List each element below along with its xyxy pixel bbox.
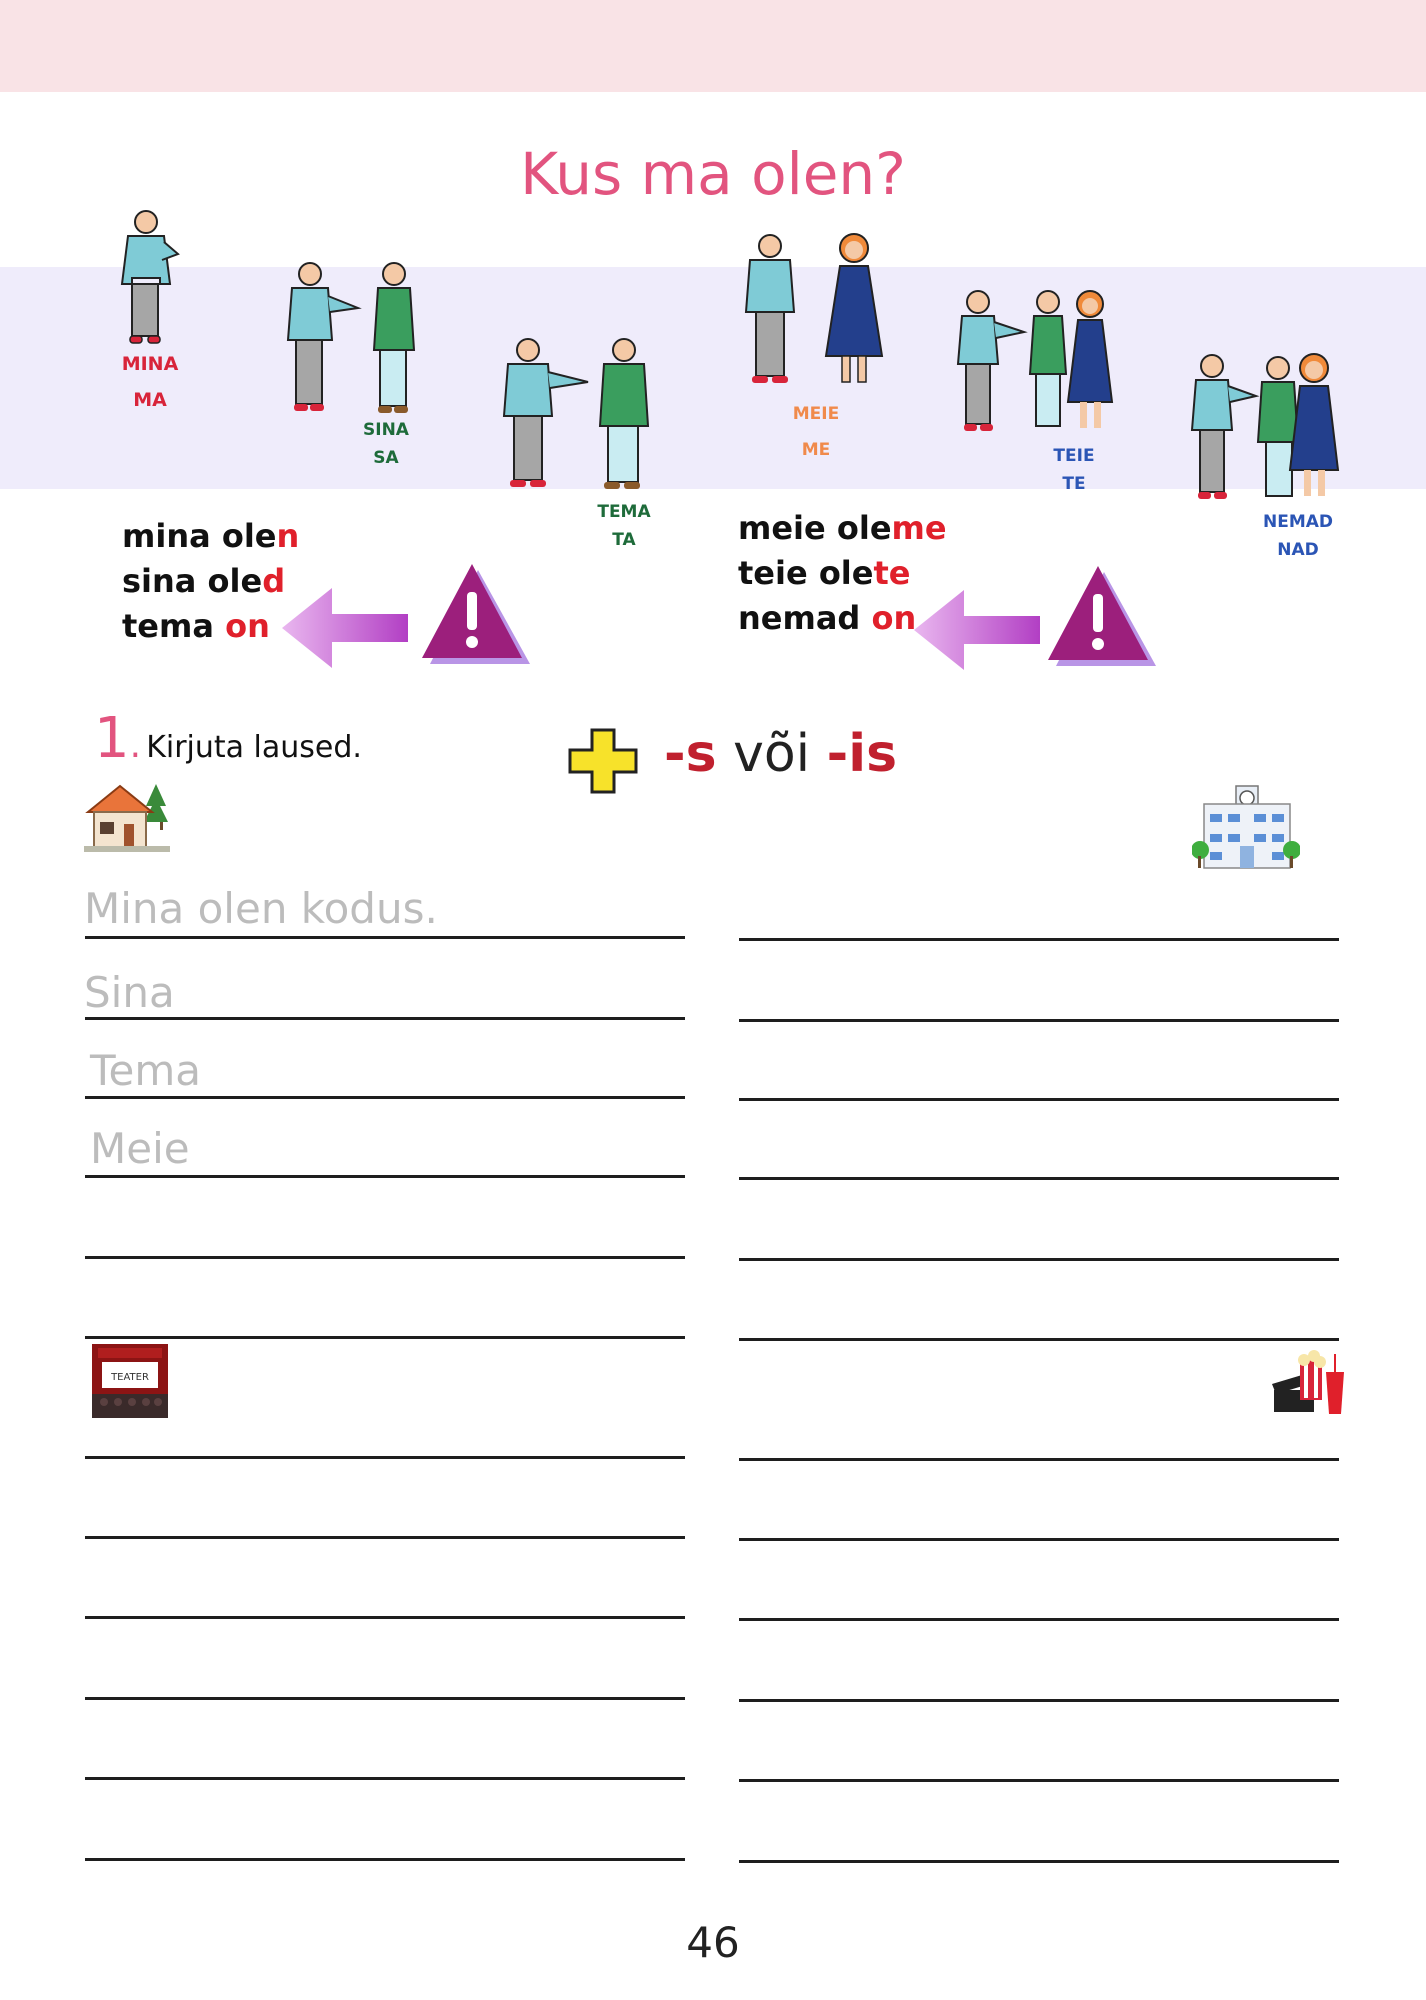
verb-stem: meie ole	[738, 509, 892, 547]
conjugation-singular	[122, 514, 299, 649]
conjugation-row	[738, 506, 947, 551]
or-word: või	[733, 724, 811, 784]
suffix-s: -s	[664, 724, 717, 784]
verb-ending: n	[276, 517, 300, 555]
writing-line[interactable]	[85, 1017, 685, 1020]
people-pointing-icon	[498, 336, 664, 496]
verb-ending: me	[891, 509, 947, 547]
exercise-instruction: Kirjuta laused.	[146, 730, 362, 765]
verb-stem: mina ole	[122, 517, 277, 555]
writing-line[interactable]	[739, 1699, 1339, 1702]
writing-line[interactable]	[739, 1538, 1339, 1541]
writing-line[interactable]	[85, 1616, 685, 1619]
writing-line[interactable]	[739, 1618, 1339, 1621]
conjugation-row	[122, 514, 299, 559]
pronoun-label-meie	[756, 396, 876, 468]
writing-line[interactable]	[85, 1536, 685, 1539]
people-group-icon	[1190, 352, 1340, 508]
pronoun-full: NEMAD	[1262, 512, 1334, 532]
cinema-icon	[1270, 1350, 1350, 1416]
pronoun-short: NAD	[1277, 540, 1319, 560]
exercise-dot: .	[129, 725, 142, 766]
writing-line[interactable]	[739, 1098, 1339, 1101]
pronoun-label-nemad	[1238, 508, 1358, 564]
writing-line[interactable]	[85, 1777, 685, 1780]
verb-stem: sina ole	[122, 562, 263, 600]
arrow-left-icon	[912, 588, 1042, 672]
pronoun-label-sina	[326, 416, 446, 472]
writing-line[interactable]	[85, 1256, 685, 1259]
school-building-icon	[1192, 782, 1300, 874]
writing-line[interactable]	[739, 1779, 1339, 1782]
pronoun-label-tema	[564, 498, 684, 554]
verb-ending: d	[262, 562, 286, 600]
suffix-is: -is	[826, 724, 898, 784]
hint-text: Tema	[90, 1046, 202, 1095]
pronoun-short: ME	[801, 440, 831, 460]
person-icon	[112, 208, 188, 348]
verb-stem: tema	[122, 607, 226, 645]
pronoun-full: MEIE	[792, 404, 840, 424]
theater-icon	[92, 1344, 168, 1418]
conjugation-row	[122, 559, 299, 604]
writing-line[interactable]	[85, 1858, 685, 1861]
pronoun-short: SA	[373, 448, 399, 468]
writing-line[interactable]	[739, 1177, 1339, 1180]
verb-stem: teie ole	[738, 554, 874, 592]
pronoun-short: TA	[612, 530, 636, 550]
writing-line[interactable]	[85, 936, 685, 939]
pronoun-full: TEMA	[597, 502, 651, 522]
house-icon	[82, 778, 174, 854]
page-number: 46	[686, 1918, 740, 1967]
writing-line[interactable]	[739, 938, 1339, 941]
writing-line[interactable]	[85, 1336, 685, 1339]
exercise-number: 1	[94, 706, 130, 771]
pronoun-label-mina	[90, 346, 210, 418]
arrow-left-icon	[280, 586, 410, 670]
verb-ending: on	[871, 599, 917, 637]
writing-line[interactable]	[739, 1338, 1339, 1341]
verb-stem: nemad	[738, 599, 872, 637]
verb-ending: on	[225, 607, 270, 645]
writing-line[interactable]	[739, 1860, 1339, 1863]
writing-line[interactable]	[85, 1096, 685, 1099]
pronoun-short: TE	[1062, 474, 1086, 494]
theater-sign: TEATER	[111, 1372, 149, 1383]
plus-icon	[566, 726, 640, 796]
writing-line[interactable]	[85, 1175, 685, 1178]
pronoun-full: MINA	[121, 353, 179, 375]
pronoun-full: TEIE	[1053, 446, 1095, 466]
people-pointing-icon	[282, 260, 422, 420]
conjugation-row	[122, 604, 299, 649]
pronoun-short: MA	[133, 389, 167, 411]
hint-text: Mina olen kodus.	[84, 884, 438, 933]
writing-line[interactable]	[739, 1258, 1339, 1261]
people-pair-icon	[738, 232, 890, 392]
verb-ending: te	[873, 554, 911, 592]
suffix-rule	[664, 724, 897, 784]
pronoun-full: SINA	[363, 420, 409, 440]
hint-text: Meie	[90, 1124, 190, 1173]
top-band	[0, 0, 1426, 92]
hint-text: Sina	[84, 968, 175, 1017]
writing-line[interactable]	[85, 1697, 685, 1700]
pronoun-label-teie	[1014, 442, 1134, 498]
exercise-header	[94, 706, 362, 771]
warning-icon	[418, 562, 532, 668]
writing-line[interactable]	[85, 1456, 685, 1459]
writing-line[interactable]	[739, 1458, 1339, 1461]
writing-line[interactable]	[739, 1019, 1339, 1022]
page-title: Kus ma olen?	[520, 140, 906, 208]
people-group-icon	[956, 288, 1116, 438]
warning-icon	[1044, 564, 1158, 670]
